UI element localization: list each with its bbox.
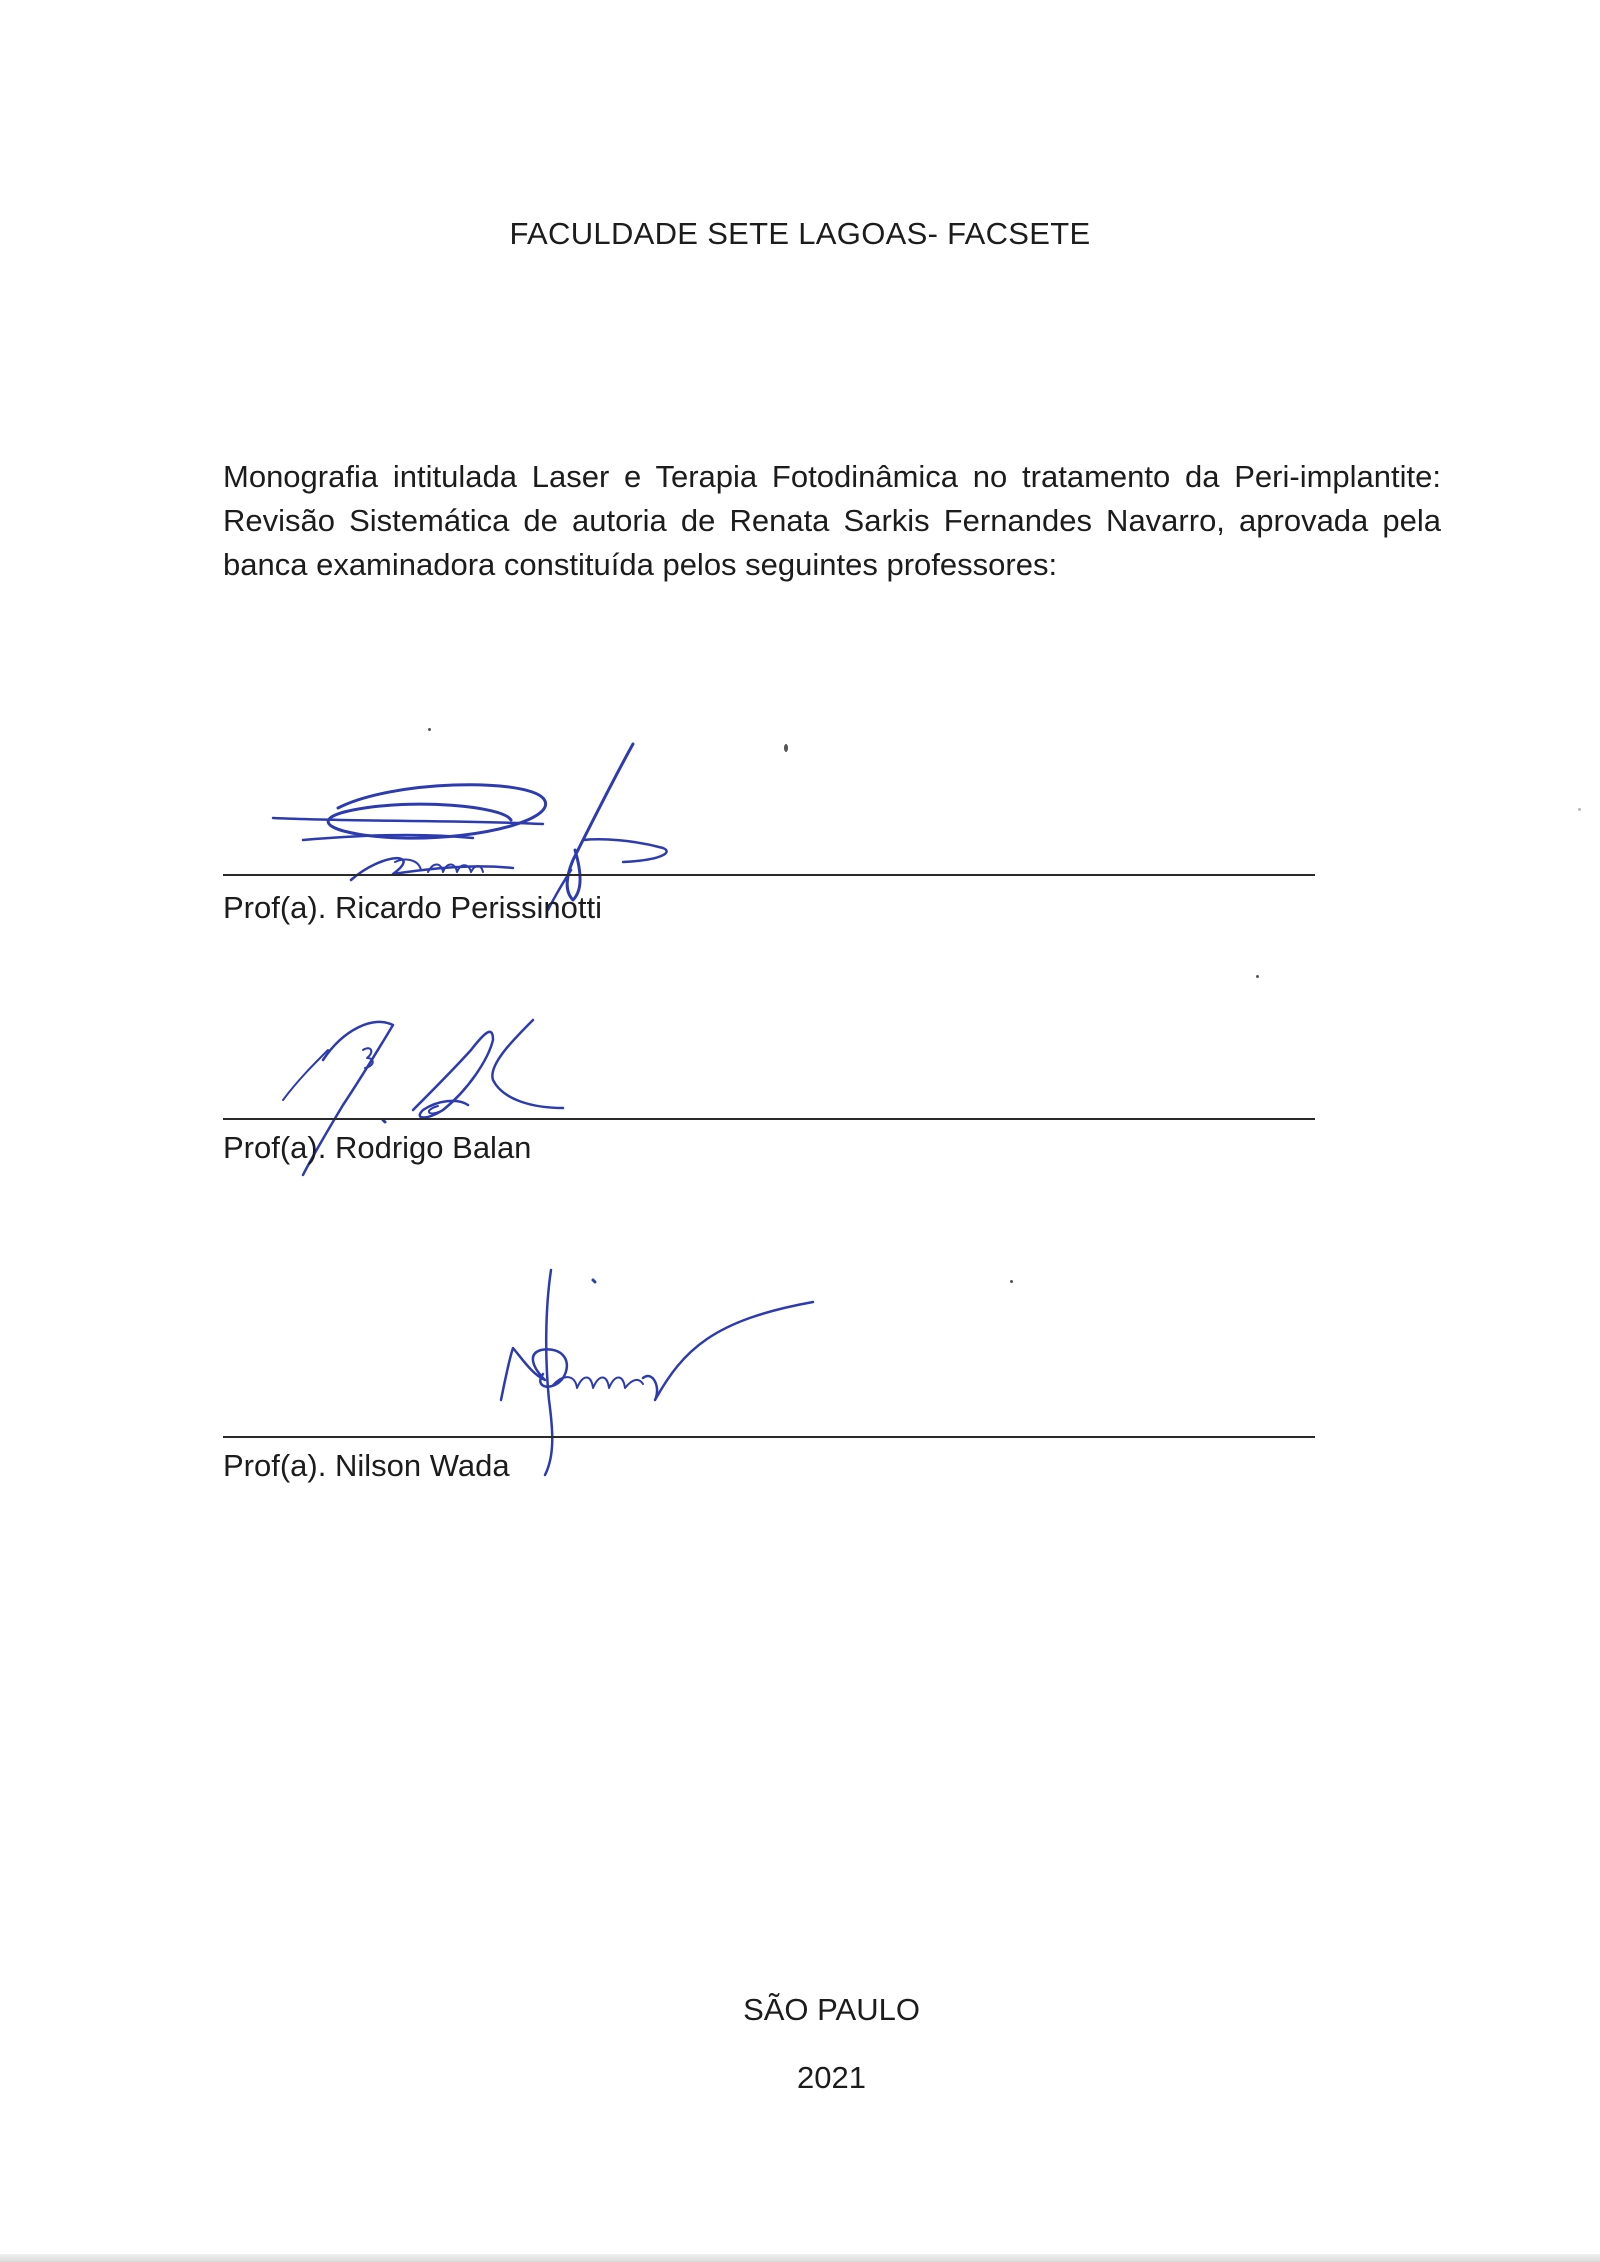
institution-name: FACULDADE SETE LAGOAS- FACSETE xyxy=(509,216,1091,251)
scan-speck xyxy=(784,744,788,752)
approval-statement: Monografia intitulada Laser e Terapia Fotodinâmica no tratamento da Peri-implantite: Revisão Sistemática de autoria de Renata Sarkis Fernandes Navarro, aprovada pela banca examinadora constituída pelos seguintes professores: xyxy=(223,459,1441,582)
scan-speck xyxy=(428,728,431,731)
signature-block-1 xyxy=(223,740,1315,940)
city: SÃO PAULO xyxy=(743,1992,920,2027)
scan-speck xyxy=(1256,975,1259,978)
scan-speck xyxy=(1578,808,1581,811)
scan-bottom-edge xyxy=(0,2254,1600,2262)
handwritten-signature-1 xyxy=(243,740,723,900)
signature-line-3 xyxy=(223,1436,1315,1438)
signature-block-2 xyxy=(223,1010,1315,1190)
examiner-name-3: Prof(a). Nilson Wada xyxy=(223,1448,510,1483)
signature-line-2 xyxy=(223,1118,1315,1120)
examiner-name-2: Prof(a). Rodrigo Balan xyxy=(223,1130,532,1165)
handwritten-signature-3 xyxy=(483,1270,903,1490)
signature-line-1 xyxy=(223,874,1315,876)
signature-block-3 xyxy=(223,1270,1315,1490)
examiner-name-1: Prof(a). Ricardo Perissinotti xyxy=(223,890,603,925)
scan-speck xyxy=(1010,1280,1013,1283)
year: 2021 xyxy=(797,2060,866,2095)
